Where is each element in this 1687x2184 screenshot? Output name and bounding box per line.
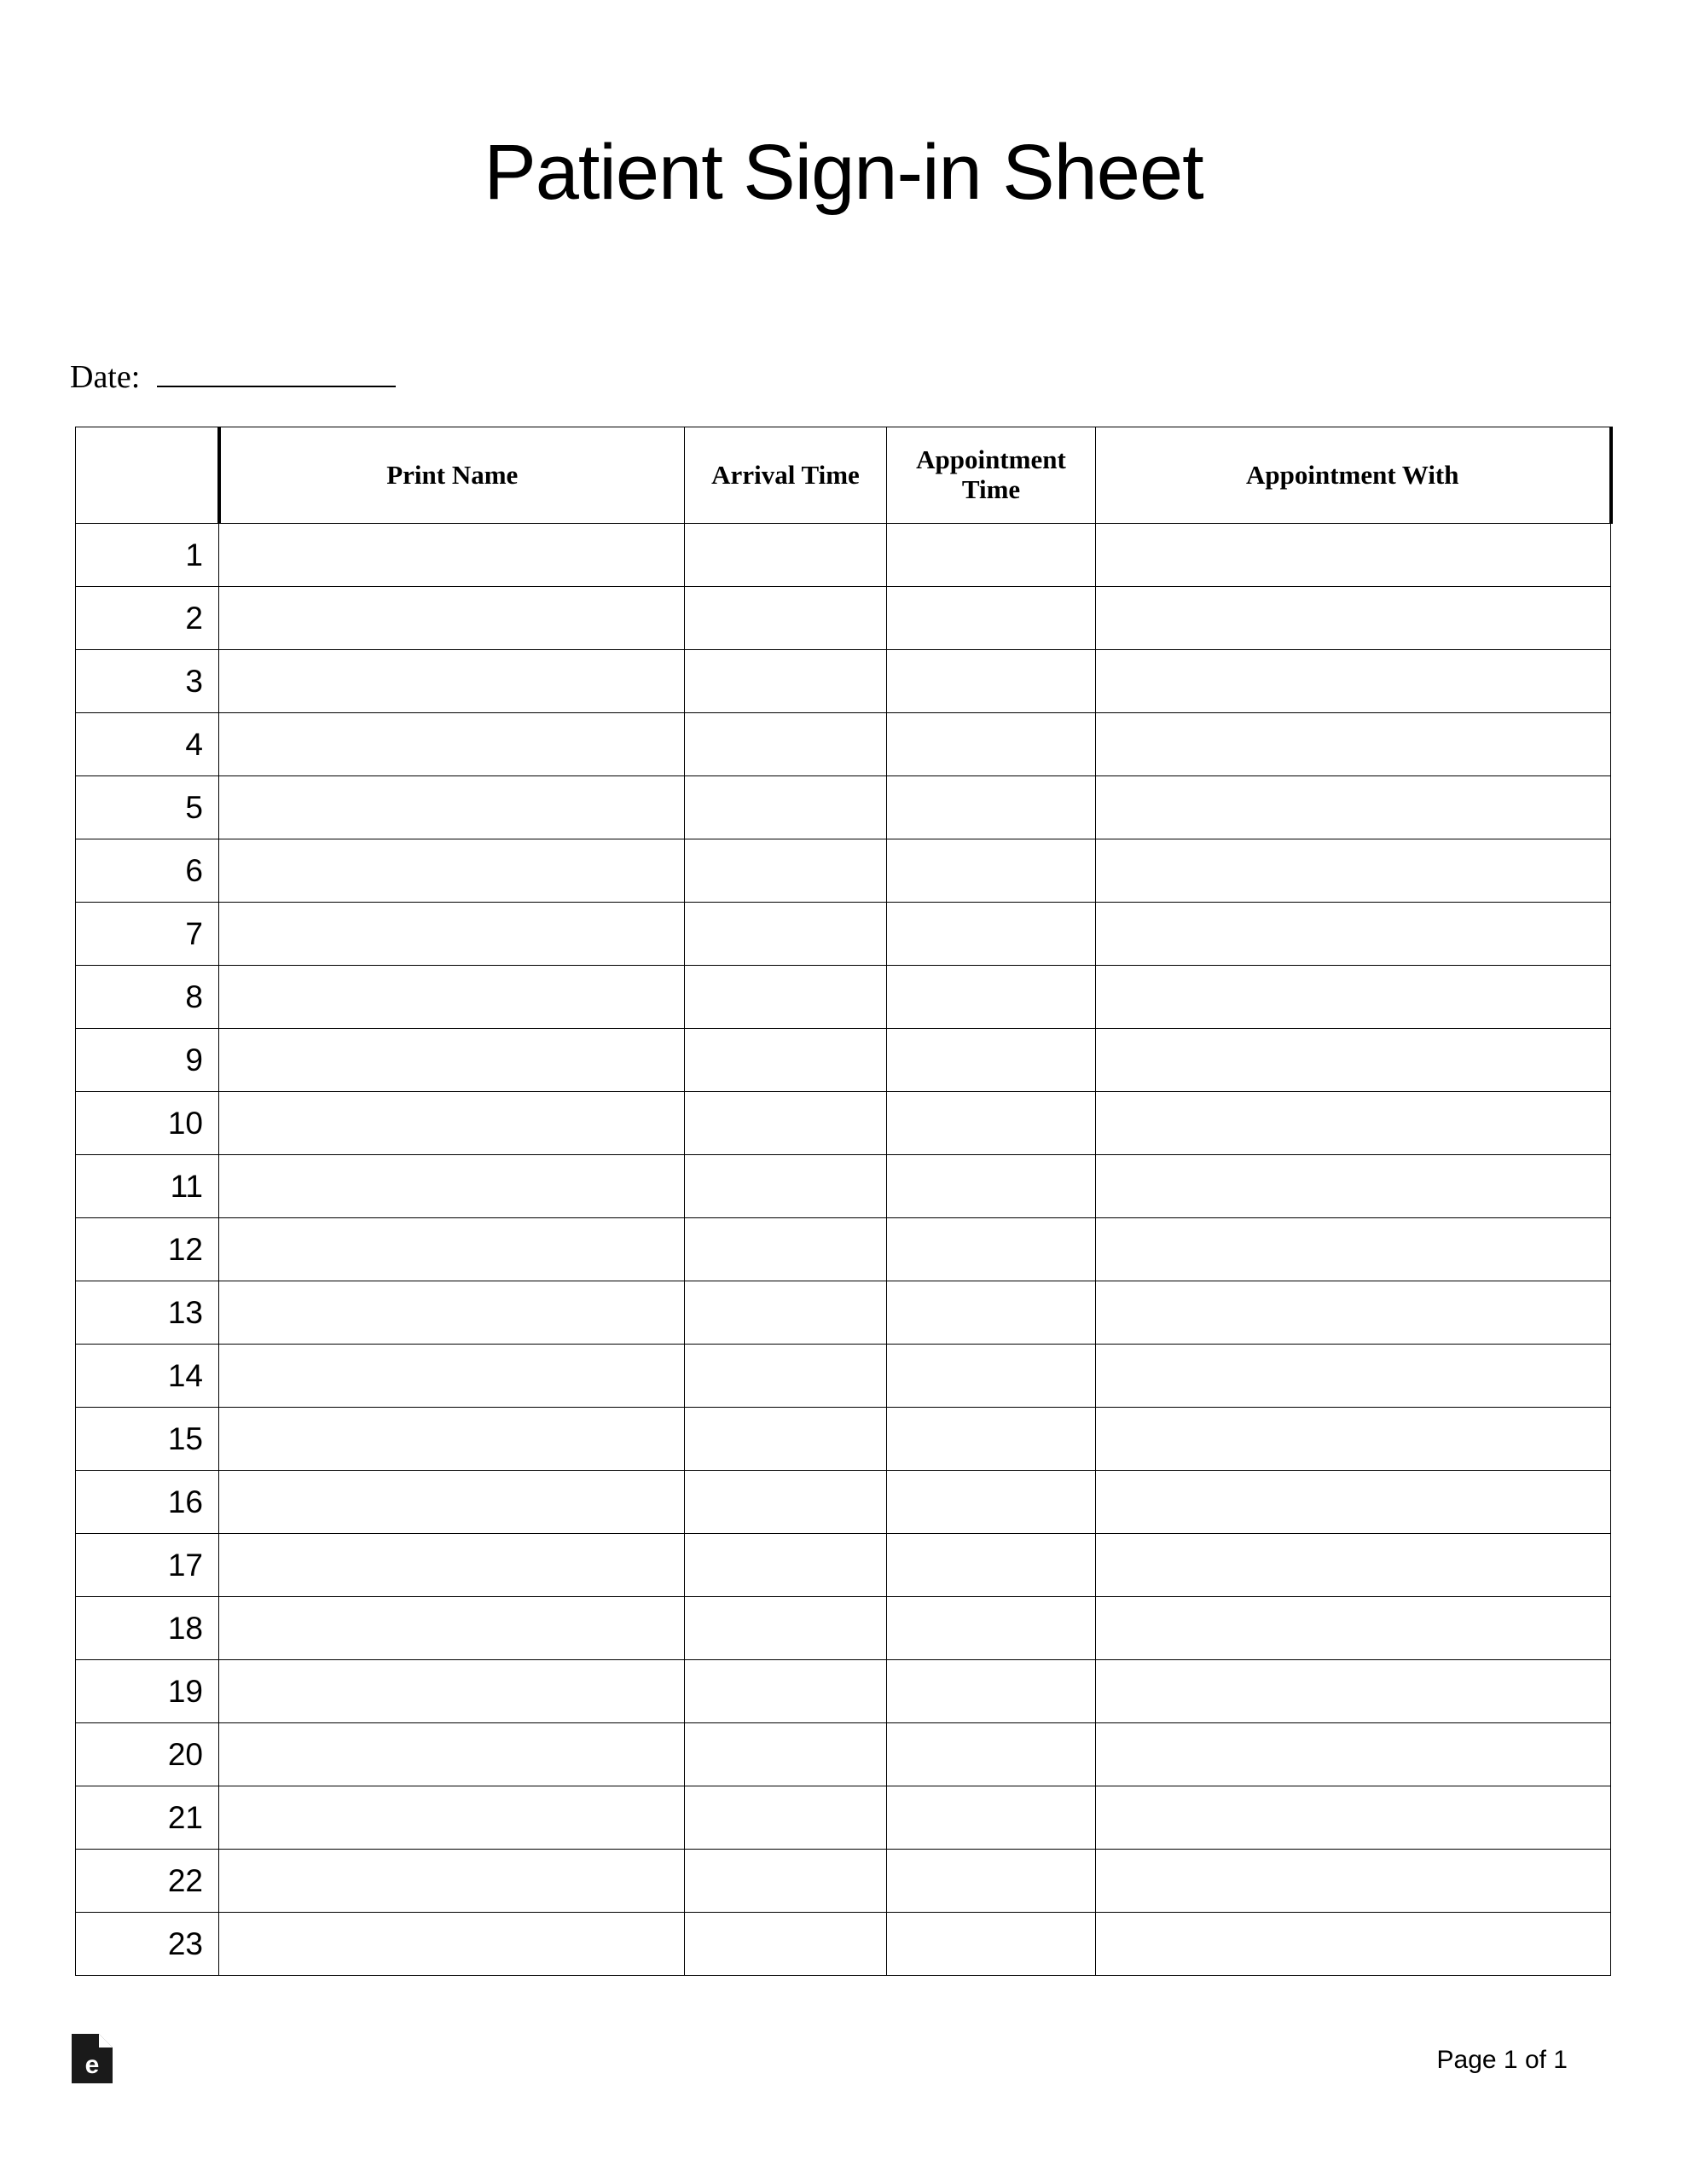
cell-print-name[interactable] <box>219 966 685 1029</box>
cell-print-name[interactable] <box>219 524 685 587</box>
cell-appointment-with[interactable] <box>1096 776 1611 839</box>
cell-print-name[interactable] <box>219 713 685 776</box>
cell-arrival-time[interactable] <box>685 1471 887 1534</box>
row-number: 7 <box>76 903 219 966</box>
cell-appointment-with[interactable] <box>1096 650 1611 713</box>
cell-appointment-with[interactable] <box>1096 587 1611 650</box>
header-arrival-time: Arrival Time <box>685 427 887 524</box>
row-number: 23 <box>76 1913 219 1976</box>
row-number: 14 <box>76 1345 219 1408</box>
cell-appointment-time[interactable] <box>887 1471 1096 1534</box>
date-label: Date: <box>70 359 141 395</box>
date-input-blank[interactable] <box>157 360 396 387</box>
cell-arrival-time[interactable] <box>685 713 887 776</box>
cell-appointment-time[interactable] <box>887 713 1096 776</box>
cell-arrival-time[interactable] <box>685 1534 887 1597</box>
row-number: 8 <box>76 966 219 1029</box>
table-row <box>76 650 1611 713</box>
row-number: 1 <box>76 524 219 587</box>
row-number: 6 <box>76 839 219 903</box>
cell-appointment-time[interactable] <box>887 1723 1096 1786</box>
row-number: 13 <box>76 1281 219 1345</box>
cell-appointment-with[interactable] <box>1096 1345 1611 1408</box>
cell-appointment-time[interactable] <box>887 524 1096 587</box>
table-row <box>76 1723 1611 1786</box>
cell-print-name[interactable] <box>219 1597 685 1660</box>
cell-arrival-time[interactable] <box>685 1092 887 1155</box>
cell-appointment-time[interactable] <box>887 1408 1096 1471</box>
table-row <box>76 1408 1611 1471</box>
header-appointment-time: Appointment Time <box>887 427 1096 524</box>
cell-appointment-time[interactable] <box>887 966 1096 1029</box>
row-number: 11 <box>76 1155 219 1218</box>
cell-arrival-time[interactable] <box>685 1723 887 1786</box>
cell-arrival-time[interactable] <box>685 1408 887 1471</box>
cell-appointment-time[interactable] <box>887 1660 1096 1723</box>
cell-appointment-time[interactable] <box>887 1913 1096 1976</box>
row-number: 21 <box>76 1786 219 1850</box>
header-appointment-with: Appointment With <box>1096 427 1611 524</box>
cell-appointment-time[interactable] <box>887 1218 1096 1281</box>
row-number: 5 <box>76 776 219 839</box>
cell-arrival-time[interactable] <box>685 966 887 1029</box>
table-row <box>76 587 1611 650</box>
table-row <box>76 1850 1611 1913</box>
cell-arrival-time[interactable] <box>685 1218 887 1281</box>
table-row <box>76 1534 1611 1597</box>
cell-appointment-time[interactable] <box>887 1850 1096 1913</box>
cell-print-name[interactable] <box>219 1281 685 1345</box>
cell-appointment-time[interactable] <box>887 1155 1096 1218</box>
row-number: 10 <box>76 1092 219 1155</box>
cell-print-name[interactable] <box>219 1786 685 1850</box>
cell-print-name[interactable] <box>219 839 685 903</box>
cell-appointment-time[interactable] <box>887 903 1096 966</box>
cell-appointment-with[interactable] <box>1096 1913 1611 1976</box>
cell-appointment-time[interactable] <box>887 1786 1096 1850</box>
header-print-name: Print Name <box>219 427 685 524</box>
svg-text:e: e <box>84 2051 100 2079</box>
cell-appointment-time[interactable] <box>887 1092 1096 1155</box>
table-row <box>76 1345 1611 1408</box>
cell-arrival-time[interactable] <box>685 1850 887 1913</box>
cell-appointment-time[interactable] <box>887 587 1096 650</box>
cell-appointment-time[interactable] <box>887 650 1096 713</box>
cell-appointment-with[interactable] <box>1096 1218 1611 1281</box>
sign-in-table <box>75 427 1613 1976</box>
cell-print-name[interactable] <box>219 650 685 713</box>
cell-print-name[interactable] <box>219 1029 685 1092</box>
cell-print-name[interactable] <box>219 1345 685 1408</box>
cell-appointment-with[interactable] <box>1096 1281 1611 1345</box>
page-indicator: Page 1 of 1 <box>1436 2046 1568 2074</box>
cell-appointment-time[interactable] <box>887 1534 1096 1597</box>
row-number: 4 <box>76 713 219 776</box>
cell-arrival-time[interactable] <box>685 1281 887 1345</box>
cell-appointment-with[interactable] <box>1096 1723 1611 1786</box>
cell-print-name[interactable] <box>219 1092 685 1155</box>
row-number: 19 <box>76 1660 219 1723</box>
cell-print-name[interactable] <box>219 776 685 839</box>
cell-appointment-time[interactable] <box>887 1345 1096 1408</box>
cell-arrival-time[interactable] <box>685 1597 887 1660</box>
cell-appointment-with[interactable] <box>1096 713 1611 776</box>
cell-arrival-time[interactable] <box>685 1155 887 1218</box>
cell-appointment-with[interactable] <box>1096 1408 1611 1471</box>
table-header <box>76 427 1611 524</box>
cell-arrival-time[interactable] <box>685 1029 887 1092</box>
table-row <box>76 776 1611 839</box>
row-number: 2 <box>76 587 219 650</box>
cell-appointment-with[interactable] <box>1096 524 1611 587</box>
cell-arrival-time[interactable] <box>685 650 887 713</box>
cell-appointment-time[interactable] <box>887 776 1096 839</box>
cell-print-name[interactable] <box>219 1660 685 1723</box>
cell-appointment-with[interactable] <box>1096 1092 1611 1155</box>
cell-arrival-time[interactable] <box>685 776 887 839</box>
cell-print-name[interactable] <box>219 1723 685 1786</box>
row-number: 18 <box>76 1597 219 1660</box>
table-row <box>76 1786 1611 1850</box>
cell-arrival-time[interactable] <box>685 524 887 587</box>
table-row <box>76 1092 1611 1155</box>
cell-appointment-with[interactable] <box>1096 1660 1611 1723</box>
cell-print-name[interactable] <box>219 587 685 650</box>
cell-appointment-time[interactable] <box>887 839 1096 903</box>
eforms-logo-icon <box>70 2032 114 2085</box>
table-row <box>76 1660 1611 1723</box>
table-body <box>76 524 1611 1976</box>
cell-arrival-time[interactable] <box>685 1660 887 1723</box>
cell-appointment-with[interactable] <box>1096 966 1611 1029</box>
cell-print-name[interactable] <box>219 1408 685 1471</box>
cell-print-name[interactable] <box>219 903 685 966</box>
table-row <box>76 1597 1611 1660</box>
table-row <box>76 1155 1611 1218</box>
table-row <box>76 966 1611 1029</box>
row-number: 22 <box>76 1850 219 1913</box>
cell-print-name[interactable] <box>219 1471 685 1534</box>
table-row <box>76 1913 1611 1976</box>
cell-arrival-time[interactable] <box>685 587 887 650</box>
cell-arrival-time[interactable] <box>685 1345 887 1408</box>
row-number: 20 <box>76 1723 219 1786</box>
cell-appointment-time[interactable] <box>887 1029 1096 1092</box>
table-row <box>76 1218 1611 1281</box>
table-header-row <box>76 427 1611 524</box>
cell-print-name[interactable] <box>219 1850 685 1913</box>
cell-appointment-with[interactable] <box>1096 1597 1611 1660</box>
header-row-number <box>76 427 219 524</box>
table-row <box>76 713 1611 776</box>
cell-appointment-with[interactable] <box>1096 1029 1611 1092</box>
cell-arrival-time[interactable] <box>685 839 887 903</box>
table-row <box>76 1029 1611 1092</box>
cell-print-name[interactable] <box>219 1913 685 1976</box>
table-row <box>76 1471 1611 1534</box>
row-number: 17 <box>76 1534 219 1597</box>
table-row <box>76 839 1611 903</box>
cell-appointment-with[interactable] <box>1096 903 1611 966</box>
sign-in-table-wrapper <box>75 427 1610 1976</box>
cell-appointment-with[interactable] <box>1096 1850 1611 1913</box>
cell-arrival-time[interactable] <box>685 1913 887 1976</box>
row-number: 12 <box>76 1218 219 1281</box>
cell-appointment-with[interactable] <box>1096 1786 1611 1850</box>
cell-appointment-with[interactable] <box>1096 1534 1611 1597</box>
row-number: 3 <box>76 650 219 713</box>
cell-print-name[interactable] <box>219 1218 685 1281</box>
cell-print-name[interactable] <box>219 1534 685 1597</box>
cell-appointment-with[interactable] <box>1096 839 1611 903</box>
cell-appointment-with[interactable] <box>1096 1471 1611 1534</box>
table-row <box>76 903 1611 966</box>
cell-appointment-time[interactable] <box>887 1281 1096 1345</box>
cell-appointment-with[interactable] <box>1096 1155 1611 1218</box>
date-field-row <box>70 358 396 396</box>
page-title: Patient Sign-in Sheet <box>484 129 1203 216</box>
cell-print-name[interactable] <box>219 1155 685 1218</box>
row-number: 15 <box>76 1408 219 1471</box>
table-row <box>76 524 1611 587</box>
table-row <box>76 1281 1611 1345</box>
cell-arrival-time[interactable] <box>685 903 887 966</box>
cell-arrival-time[interactable] <box>685 1786 887 1850</box>
row-number: 9 <box>76 1029 219 1092</box>
row-number: 16 <box>76 1471 219 1534</box>
cell-appointment-time[interactable] <box>887 1597 1096 1660</box>
